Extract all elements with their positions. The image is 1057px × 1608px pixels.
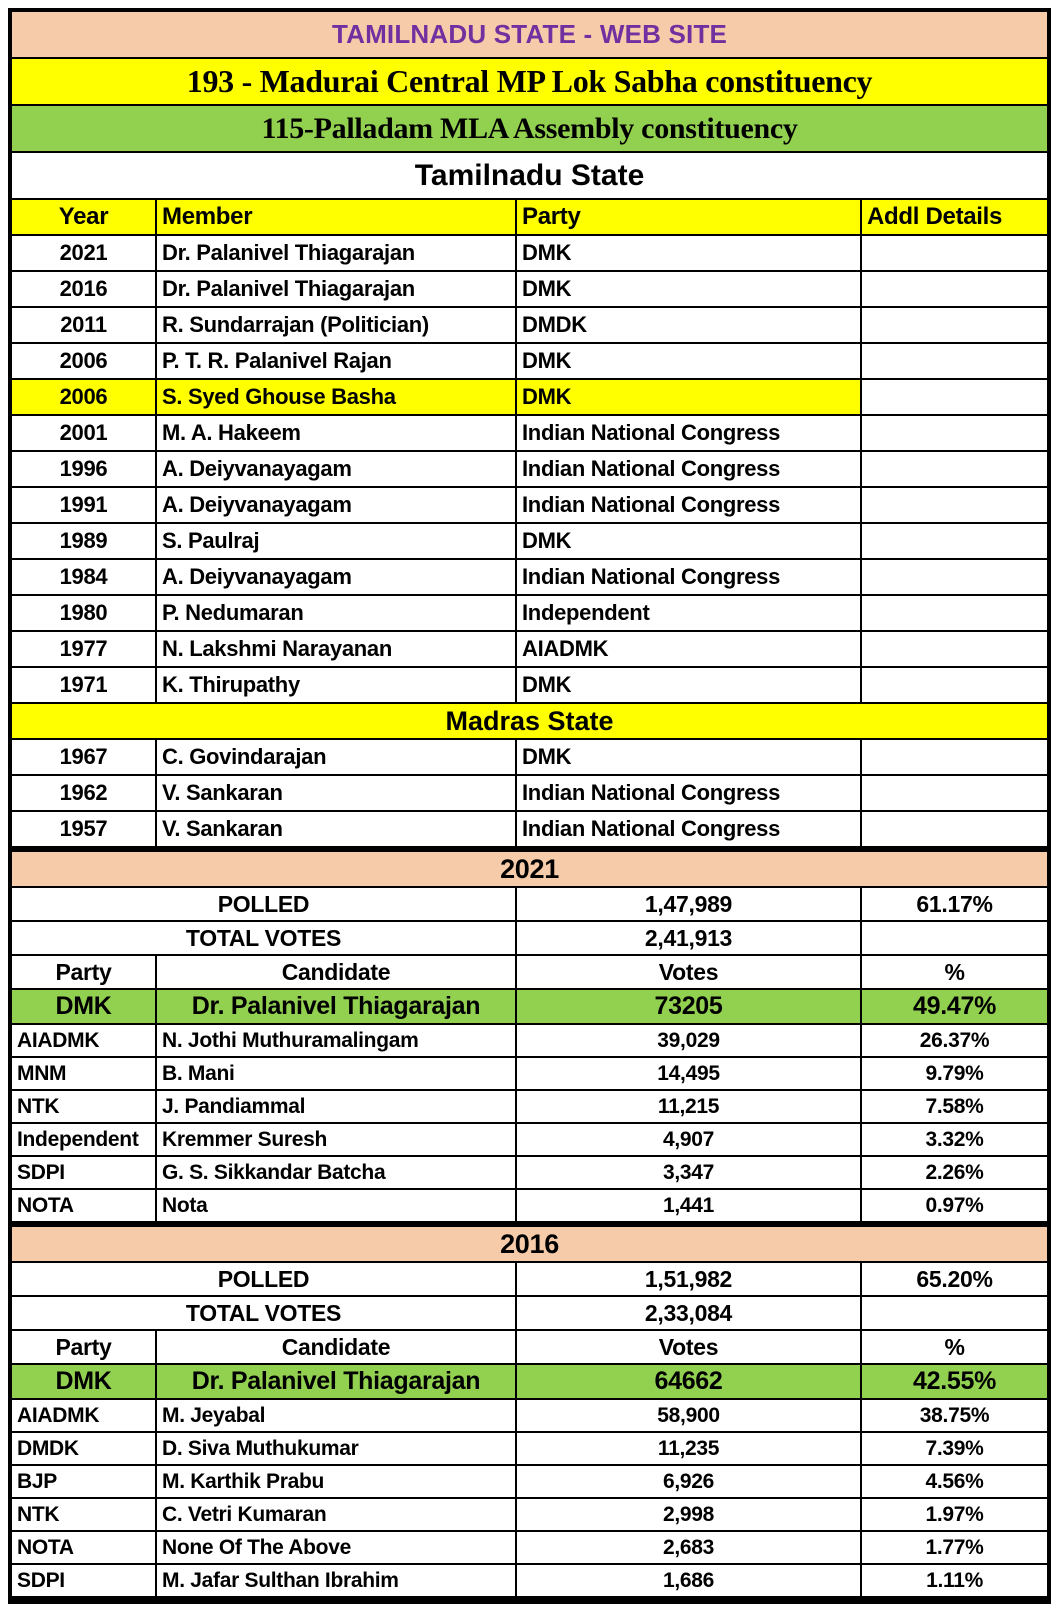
madras-section-row <box>11 703 1048 739</box>
result-row <box>11 1531 1048 1564</box>
result-votes: 2,998 <box>516 1498 861 1531</box>
member-party: Indian National Congress <box>516 487 861 523</box>
result-votes: 2,683 <box>516 1531 861 1564</box>
winner-candidate: Dr. Palanivel Thiagarajan <box>156 989 516 1024</box>
member-addl-cell <box>861 487 1048 523</box>
member-name: P. Nedumaran <box>156 595 516 631</box>
result-votes: 6,926 <box>516 1465 861 1498</box>
header-party: Party <box>11 1330 156 1364</box>
member-addl-cell <box>861 739 1048 775</box>
member-party: DMK <box>516 343 861 379</box>
polled-row <box>11 887 1048 921</box>
total-votes-row <box>11 1296 1048 1330</box>
empty-cell <box>861 1296 1048 1330</box>
madras-section-title: Madras State <box>11 703 1048 739</box>
result-party: Independent <box>11 1123 156 1156</box>
member-party: DMK <box>516 271 861 307</box>
results-header-row <box>11 955 1048 989</box>
member-addl-cell <box>861 415 1048 451</box>
member-row <box>11 559 1048 595</box>
winner-party: DMK <box>11 989 156 1024</box>
member-year: 1957 <box>11 811 156 849</box>
member-party: Indian National Congress <box>516 451 861 487</box>
polled-label: POLLED <box>11 887 516 921</box>
member-addl-cell <box>861 595 1048 631</box>
member-row <box>11 487 1048 523</box>
header-percent: % <box>861 955 1048 989</box>
result-row <box>11 1123 1048 1156</box>
member-year: 2006 <box>11 343 156 379</box>
result-percent: 9.79% <box>861 1057 1048 1090</box>
result-votes: 1,686 <box>516 1564 861 1599</box>
member-year: 1996 <box>11 451 156 487</box>
member-name: N. Lakshmi Narayanan <box>156 631 516 667</box>
member-name: P. T. R. Palanivel Rajan <box>156 343 516 379</box>
winner-votes: 64662 <box>516 1364 861 1399</box>
state-section-title: Tamilnadu State <box>11 152 1048 199</box>
result-candidate: Kremmer Suresh <box>156 1123 516 1156</box>
member-year: 1984 <box>11 559 156 595</box>
result-row <box>11 1189 1048 1224</box>
member-row <box>11 631 1048 667</box>
member-year: 1971 <box>11 667 156 703</box>
header-votes: Votes <box>516 955 861 989</box>
member-name: M. A. Hakeem <box>156 415 516 451</box>
member-name: A. Deiyvanayagam <box>156 559 516 595</box>
member-name: V. Sankaran <box>156 775 516 811</box>
winner-votes: 73205 <box>516 989 861 1024</box>
site-title: TAMILNADU STATE - WEB SITE <box>11 11 1048 58</box>
member-year: 1989 <box>11 523 156 559</box>
member-addl-cell <box>861 559 1048 595</box>
total-votes-value: 2,41,913 <box>516 921 861 955</box>
result-party: AIADMK <box>11 1024 156 1057</box>
result-candidate: C. Vetri Kumaran <box>156 1498 516 1531</box>
member-name: R. Sundarrajan (Politician) <box>156 307 516 343</box>
member-addl-cell <box>861 307 1048 343</box>
members-header-row <box>11 199 1048 235</box>
member-row <box>11 775 1048 811</box>
election-history-sheet <box>8 8 1051 1604</box>
total-votes-value: 2,33,084 <box>516 1296 861 1330</box>
result-party: SDPI <box>11 1564 156 1599</box>
member-year: 2011 <box>11 307 156 343</box>
member-name: C. Govindarajan <box>156 739 516 775</box>
site-title-row <box>11 11 1048 58</box>
member-row <box>11 739 1048 775</box>
result-row <box>11 1399 1048 1432</box>
member-row <box>11 523 1048 559</box>
member-year: 1967 <box>11 739 156 775</box>
header-party: Party <box>11 955 156 989</box>
polled-row <box>11 1262 1048 1296</box>
mla-constituency-title: 115-Palladam MLA Assembly constituency <box>11 105 1048 152</box>
member-row <box>11 451 1048 487</box>
result-percent: 7.58% <box>861 1090 1048 1123</box>
member-year: 1991 <box>11 487 156 523</box>
member-name: S. Paulraj <box>156 523 516 559</box>
result-party: SDPI <box>11 1156 156 1189</box>
header-member: Member <box>156 199 516 235</box>
member-party: AIADMK <box>516 631 861 667</box>
result-party: NTK <box>11 1498 156 1531</box>
result-percent: 0.97% <box>861 1189 1048 1224</box>
result-votes: 3,347 <box>516 1156 861 1189</box>
results-header-row <box>11 1330 1048 1364</box>
result-candidate: Nota <box>156 1189 516 1224</box>
member-addl-cell <box>861 379 1048 415</box>
member-row <box>11 667 1048 703</box>
result-votes: 11,215 <box>516 1090 861 1123</box>
polled-value: 1,47,989 <box>516 887 861 921</box>
turnout-value: 65.20% <box>861 1262 1048 1296</box>
member-party: DMK <box>516 667 861 703</box>
member-party: Indian National Congress <box>516 415 861 451</box>
member-party: Indian National Congress <box>516 559 861 595</box>
member-addl-cell <box>861 235 1048 271</box>
member-name: Dr. Palanivel Thiagarajan <box>156 235 516 271</box>
result-votes: 4,907 <box>516 1123 861 1156</box>
member-party: Independent <box>516 595 861 631</box>
member-row <box>11 307 1048 343</box>
member-name: A. Deiyvanayagam <box>156 451 516 487</box>
result-row <box>11 1090 1048 1123</box>
result-party: NTK <box>11 1090 156 1123</box>
member-addl-cell <box>861 631 1048 667</box>
member-party: DMK <box>516 523 861 559</box>
member-year: 2016 <box>11 271 156 307</box>
member-addl-cell <box>861 775 1048 811</box>
result-row <box>11 1564 1048 1599</box>
member-party: DMK <box>516 235 861 271</box>
member-addl-cell <box>861 667 1048 703</box>
result-votes: 11,235 <box>516 1432 861 1465</box>
mp-constituency-row <box>11 58 1048 105</box>
winner-row <box>11 1364 1048 1399</box>
result-party: NOTA <box>11 1189 156 1224</box>
result-candidate: M. Jeyabal <box>156 1399 516 1432</box>
result-percent: 1.11% <box>861 1564 1048 1599</box>
result-percent: 3.32% <box>861 1123 1048 1156</box>
result-votes: 14,495 <box>516 1057 861 1090</box>
state-section-row <box>11 152 1048 199</box>
member-row <box>11 811 1048 849</box>
member-row-highlighted <box>11 379 1048 415</box>
polled-label: POLLED <box>11 1262 516 1296</box>
member-name: K. Thirupathy <box>156 667 516 703</box>
mp-constituency-title: 193 - Madurai Central MP Lok Sabha constituency <box>11 58 1048 105</box>
result-percent: 1.77% <box>861 1531 1048 1564</box>
header-votes: Votes <box>516 1330 861 1364</box>
result-party: DMDK <box>11 1432 156 1465</box>
member-name: S. Syed Ghouse Basha <box>156 379 516 415</box>
result-percent: 26.37% <box>861 1024 1048 1057</box>
result-candidate: N. Jothi Muthuramalingam <box>156 1024 516 1057</box>
header-candidate: Candidate <box>156 1330 516 1364</box>
member-party: DMK <box>516 379 861 415</box>
member-row <box>11 595 1048 631</box>
total-votes-label: TOTAL VOTES <box>11 1296 516 1330</box>
result-row <box>11 1432 1048 1465</box>
member-row <box>11 343 1048 379</box>
member-party: DMDK <box>516 307 861 343</box>
header-party: Party <box>516 199 861 235</box>
election-year-title: 2021 <box>11 849 1048 887</box>
result-row <box>11 1156 1048 1189</box>
member-addl-cell <box>861 451 1048 487</box>
member-year: 1980 <box>11 595 156 631</box>
election-year-band <box>11 1224 1048 1262</box>
header-percent: % <box>861 1330 1048 1364</box>
election-year-title: 2016 <box>11 1224 1048 1262</box>
total-votes-row <box>11 921 1048 955</box>
member-party: Indian National Congress <box>516 775 861 811</box>
election-year-band <box>11 849 1048 887</box>
result-votes: 1,441 <box>516 1189 861 1224</box>
election-history-table <box>10 10 1049 1602</box>
member-addl-cell <box>861 523 1048 559</box>
result-percent: 38.75% <box>861 1399 1048 1432</box>
member-year: 1962 <box>11 775 156 811</box>
header-year: Year <box>11 199 156 235</box>
result-party: MNM <box>11 1057 156 1090</box>
header-candidate: Candidate <box>156 955 516 989</box>
member-name: A. Deiyvanayagam <box>156 487 516 523</box>
result-percent: 7.39% <box>861 1432 1048 1465</box>
member-name: V. Sankaran <box>156 811 516 849</box>
result-percent: 2.26% <box>861 1156 1048 1189</box>
result-candidate: B. Mani <box>156 1057 516 1090</box>
member-row <box>11 271 1048 307</box>
result-row <box>11 1498 1048 1531</box>
member-year: 2006 <box>11 379 156 415</box>
winner-party: DMK <box>11 1364 156 1399</box>
header-addl-details: Addl Details <box>861 199 1048 235</box>
member-party: Indian National Congress <box>516 811 861 849</box>
member-year: 2021 <box>11 235 156 271</box>
result-candidate: G. S. Sikkandar Batcha <box>156 1156 516 1189</box>
winner-candidate: Dr. Palanivel Thiagarajan <box>156 1364 516 1399</box>
winner-percent: 42.55% <box>861 1364 1048 1399</box>
member-party: DMK <box>516 739 861 775</box>
member-row <box>11 415 1048 451</box>
member-addl-cell <box>861 811 1048 849</box>
member-row <box>11 235 1048 271</box>
turnout-value: 61.17% <box>861 887 1048 921</box>
empty-cell <box>861 921 1048 955</box>
result-row <box>11 1024 1048 1057</box>
result-candidate: J. Pandiammal <box>156 1090 516 1123</box>
total-votes-label: TOTAL VOTES <box>11 921 516 955</box>
result-percent: 1.97% <box>861 1498 1048 1531</box>
result-row <box>11 1465 1048 1498</box>
winner-row <box>11 989 1048 1024</box>
member-year: 2001 <box>11 415 156 451</box>
polled-value: 1,51,982 <box>516 1262 861 1296</box>
member-addl-cell <box>861 271 1048 307</box>
result-party: BJP <box>11 1465 156 1498</box>
result-candidate: M. Karthik Prabu <box>156 1465 516 1498</box>
winner-percent: 49.47% <box>861 989 1048 1024</box>
member-name: Dr. Palanivel Thiagarajan <box>156 271 516 307</box>
result-votes: 58,900 <box>516 1399 861 1432</box>
mla-constituency-row <box>11 105 1048 152</box>
result-candidate: M. Jafar Sulthan Ibrahim <box>156 1564 516 1599</box>
result-candidate: D. Siva Muthukumar <box>156 1432 516 1465</box>
result-party: AIADMK <box>11 1399 156 1432</box>
result-candidate: None Of The Above <box>156 1531 516 1564</box>
result-row <box>11 1057 1048 1090</box>
member-year: 1977 <box>11 631 156 667</box>
result-votes: 39,029 <box>516 1024 861 1057</box>
member-addl-cell <box>861 343 1048 379</box>
result-percent: 4.56% <box>861 1465 1048 1498</box>
result-party: NOTA <box>11 1531 156 1564</box>
